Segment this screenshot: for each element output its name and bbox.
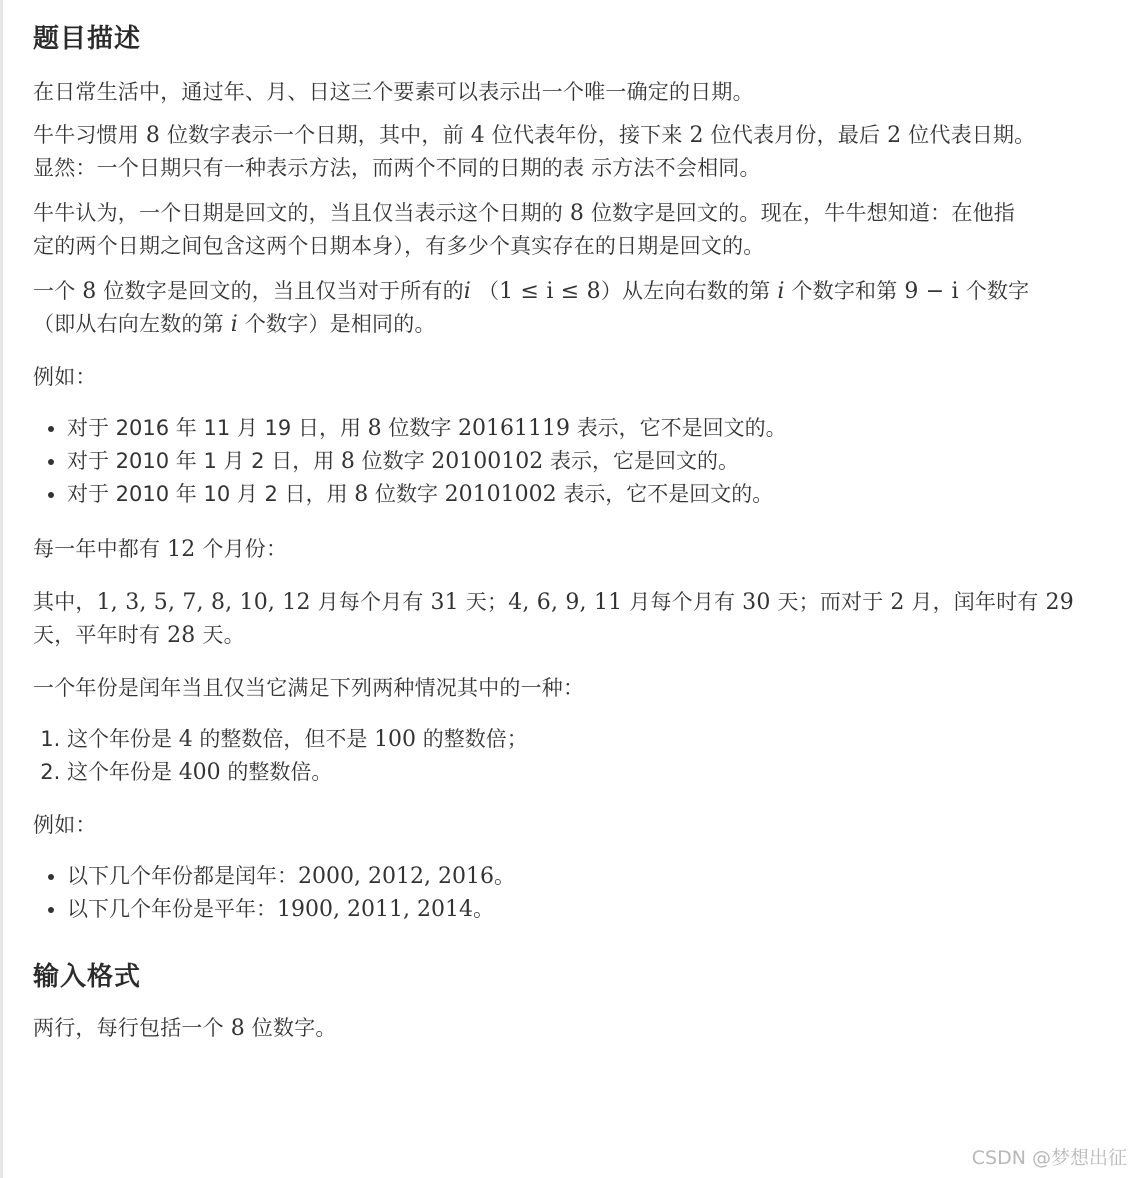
paragraph-palindrome-definition: 牛牛认为，一个日期是回文的，当且仅当表示这个日期的 8 位数字是回文的。现在，牛牛想知道：在他指 定的两个日期之间包含这两个日期本身），有多少个真实存在的日期是回文的。 [33, 201, 1015, 258]
example-list-years [33, 860, 1113, 926]
list-item: • 以下几个年份都是闰年：2000, 2012, 2016。 [67, 860, 1113, 893]
example-list-dates [33, 412, 1113, 511]
paragraph-date-format: 牛牛习惯用 8 位数字表示一个日期，其中，前 4 位代表年份，接下来 2 位代表月份，最后 2 位代表日期。 显然：一个日期只有一种表示方法，而两个不同的日期的表 示方法不会相同。 [33, 123, 1036, 180]
paragraph-months: 每一年中都有 12 个月份： [33, 537, 288, 562]
list-item: 1. 这个年份是 4 的整数倍，但不是 100 的整数倍； [67, 723, 1113, 756]
problem-content [33, 18, 1113, 1045]
paragraph-leap-year: 一个年份是闰年当且仅当它满足下列两种情况其中的一种： [33, 676, 585, 700]
list-item: • 以下几个年份是平年：1900, 2011, 2014。 [67, 893, 1113, 926]
section-heading-description: 题目描述 [33, 24, 142, 54]
paragraph-input-format: 两行，每行包括一个 8 位数字。 [33, 1016, 337, 1041]
list-item: • 对于 2010 年 10 月 2 日，用 8 位数字 20101002 表示，它不是回文的。 [67, 478, 1113, 511]
paragraph-intro: 在日常生活中，通过年、月、日这三个要素可以表示出一个唯一确定的日期。 [33, 80, 754, 104]
list-item: 2. 这个年份是 400 的整数倍。 [67, 756, 1113, 789]
section-heading-input: 输入格式 [33, 962, 142, 992]
list-item: • 对于 2010 年 1 月 2 日，用 8 位数字 20100102 表示，它是回文的。 [67, 445, 1113, 478]
example-label: 例如： [33, 365, 97, 389]
paragraph-palindrome-rule: 一个 8 位数字是回文的，当且仅当对于所有的i （1 ≤ i ≤ 8）从左向右数的第 i 个数字和第 9 − i 个数字 （即从右向左数的第 i 个数字）是相同的。 [33, 279, 1030, 337]
csdn-watermark: CSDN @梦想出征 [971, 1147, 1127, 1169]
leap-year-rules [33, 723, 1113, 789]
paragraph-days-per-month: 其中，1, 3, 5, 7, 8, 10, 12 月每个月有 31 天；4, 6, 9, 11 月每个月有 30 天；而对于 2 月，闰年时有 29 天，平年时有 28 天。 [33, 590, 1074, 648]
list-item: • 对于 2016 年 11 月 19 日，用 8 位数字 20161119 表示，它不是回文的。 [67, 412, 1113, 445]
example-label: 例如： [33, 813, 97, 837]
